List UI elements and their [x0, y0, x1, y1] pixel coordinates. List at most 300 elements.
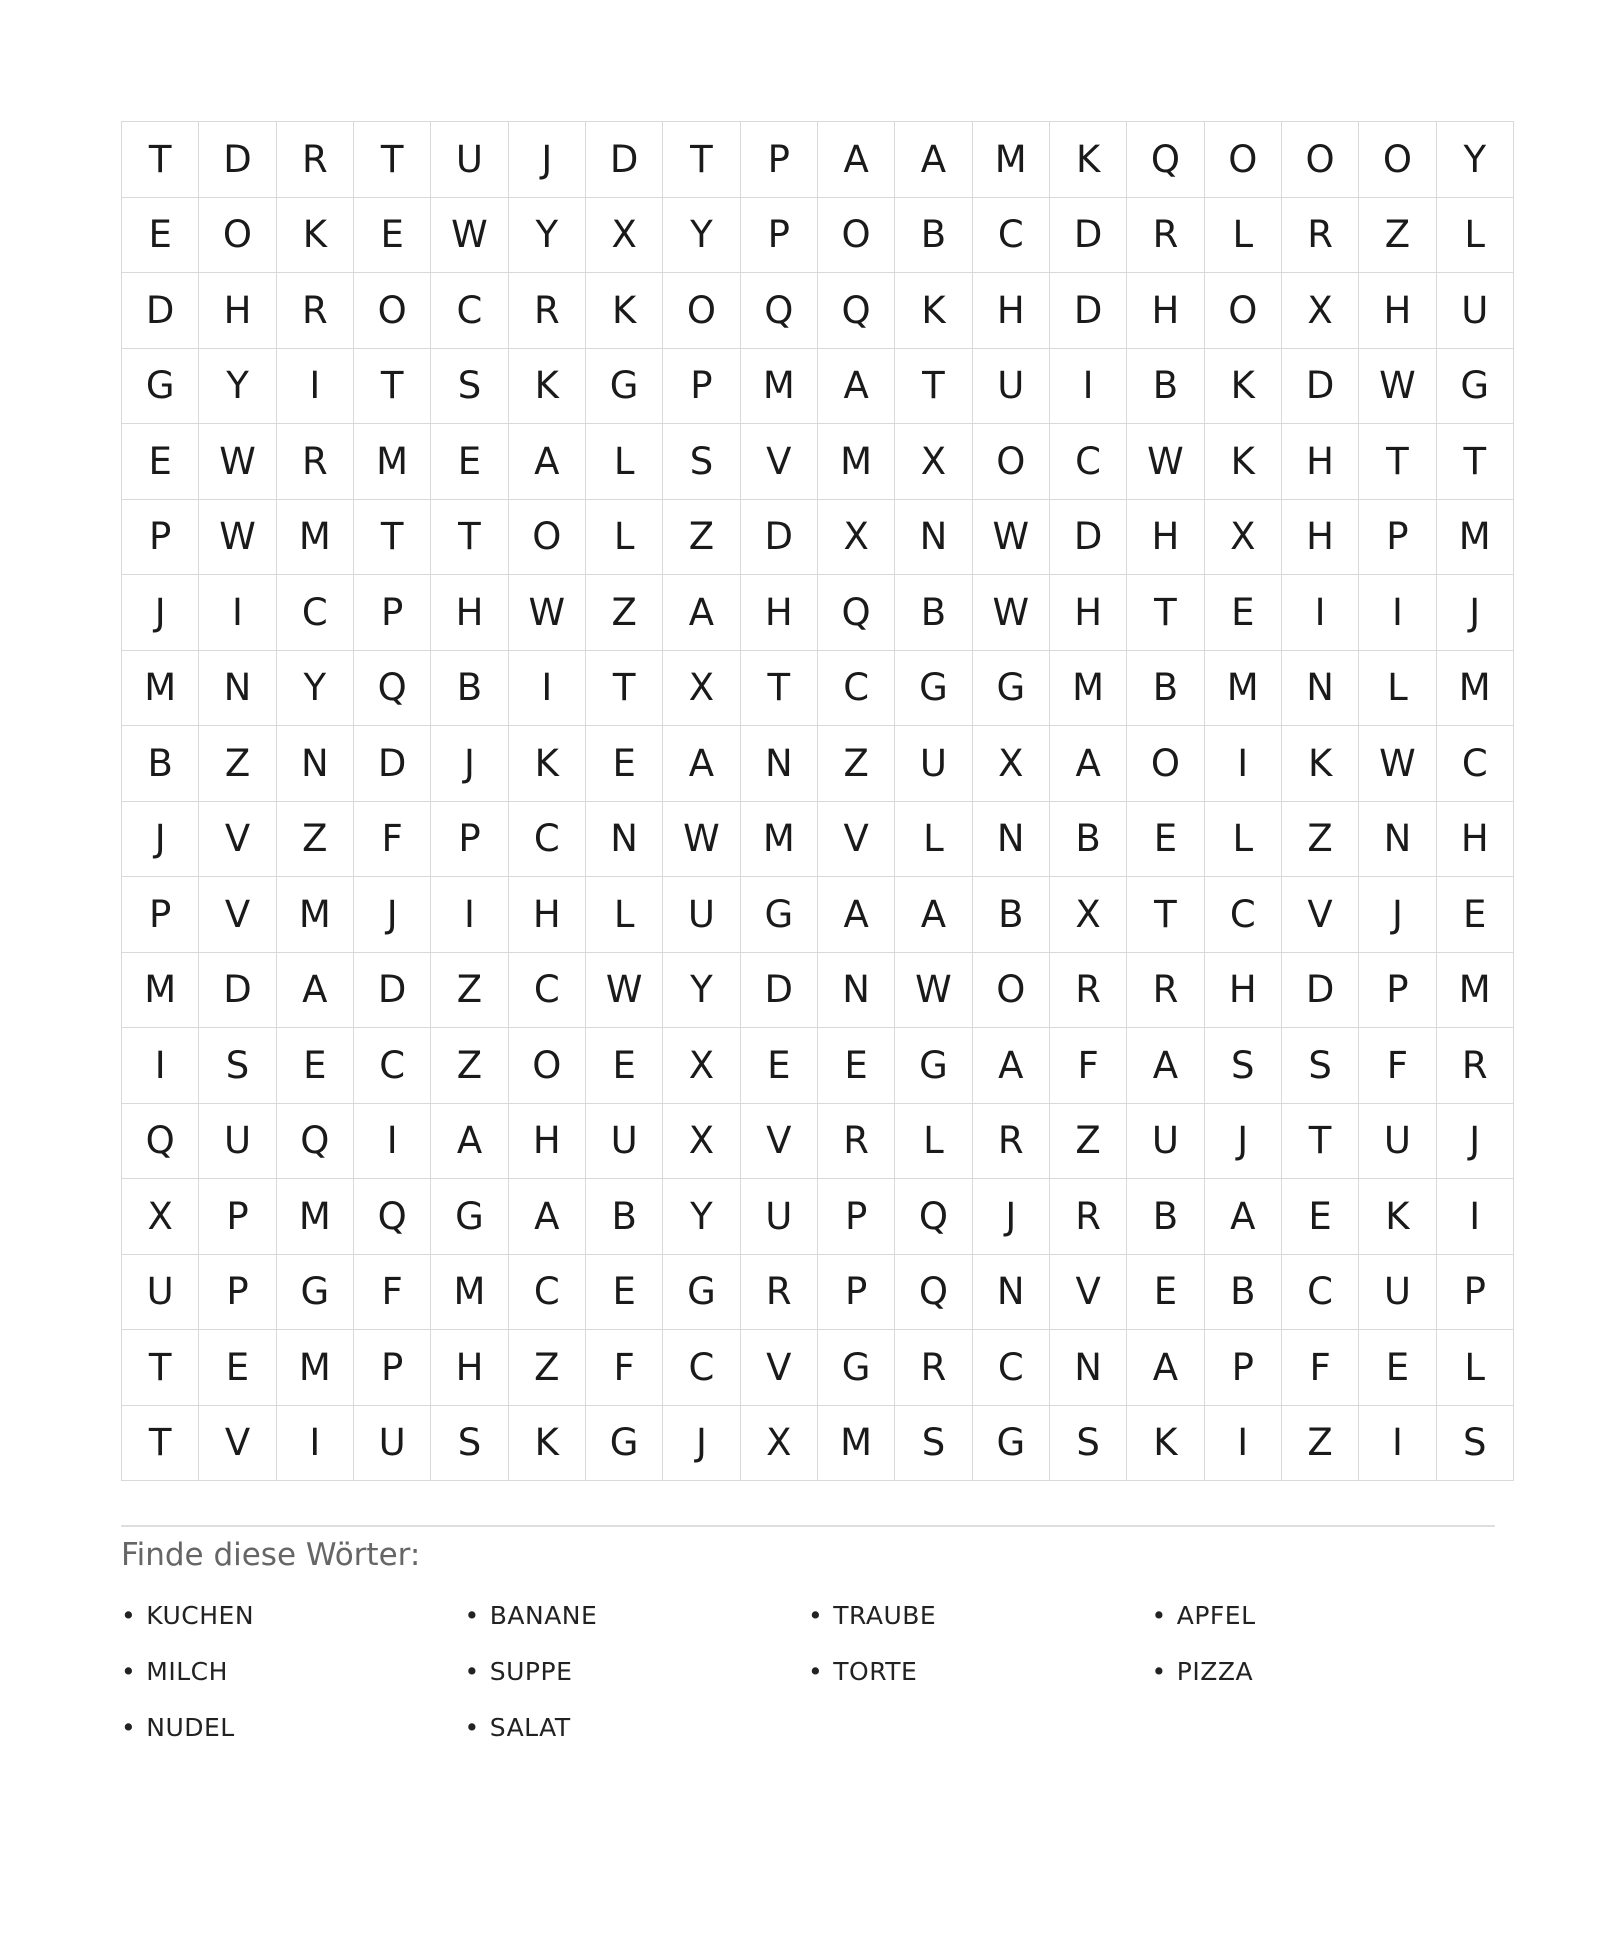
grid-cell[interactable]: Y: [1436, 122, 1513, 198]
grid-cell[interactable]: W: [972, 575, 1049, 651]
grid-cell[interactable]: E: [431, 424, 508, 500]
grid-cell[interactable]: B: [1127, 1179, 1204, 1255]
grid-cell[interactable]: H: [1127, 499, 1204, 575]
grid-cell[interactable]: N: [895, 499, 972, 575]
grid-cell[interactable]: X: [1281, 273, 1358, 349]
grid-cell[interactable]: U: [431, 122, 508, 198]
grid-cell[interactable]: R: [276, 273, 353, 349]
grid-cell[interactable]: Z: [663, 499, 740, 575]
grid-cell[interactable]: C: [663, 1330, 740, 1406]
grid-cell[interactable]: K: [508, 726, 585, 802]
grid-cell[interactable]: E: [122, 424, 199, 500]
grid-cell[interactable]: V: [1049, 1254, 1126, 1330]
grid-cell[interactable]: D: [1281, 952, 1358, 1028]
grid-cell[interactable]: N: [585, 801, 662, 877]
grid-cell[interactable]: U: [1359, 1103, 1436, 1179]
grid-cell[interactable]: Z: [199, 726, 276, 802]
grid-cell[interactable]: C: [508, 952, 585, 1028]
grid-cell[interactable]: Q: [1127, 122, 1204, 198]
grid-cell[interactable]: T: [353, 348, 430, 424]
grid-cell[interactable]: K: [1281, 726, 1358, 802]
grid-cell[interactable]: X: [122, 1179, 199, 1255]
grid-cell[interactable]: N: [1359, 801, 1436, 877]
grid-cell[interactable]: L: [1204, 801, 1281, 877]
grid-cell[interactable]: C: [508, 1254, 585, 1330]
grid-cell[interactable]: Q: [740, 273, 817, 349]
grid-cell[interactable]: P: [740, 197, 817, 273]
grid-cell[interactable]: D: [585, 122, 662, 198]
grid-cell[interactable]: V: [740, 1330, 817, 1406]
grid-cell[interactable]: H: [431, 1330, 508, 1406]
grid-cell[interactable]: J: [1204, 1103, 1281, 1179]
grid-cell[interactable]: Y: [276, 650, 353, 726]
grid-cell[interactable]: P: [1436, 1254, 1513, 1330]
grid-cell[interactable]: L: [1436, 197, 1513, 273]
grid-cell[interactable]: J: [508, 122, 585, 198]
grid-cell[interactable]: N: [1281, 650, 1358, 726]
grid-cell[interactable]: P: [199, 1254, 276, 1330]
grid-cell[interactable]: B: [1204, 1254, 1281, 1330]
grid-cell[interactable]: W: [508, 575, 585, 651]
grid-cell[interactable]: E: [585, 1028, 662, 1104]
grid-cell[interactable]: T: [1436, 424, 1513, 500]
grid-cell[interactable]: T: [122, 1405, 199, 1481]
grid-cell[interactable]: N: [1049, 1330, 1126, 1406]
grid-cell[interactable]: N: [972, 801, 1049, 877]
grid-cell[interactable]: B: [122, 726, 199, 802]
grid-cell[interactable]: A: [895, 122, 972, 198]
grid-cell[interactable]: U: [663, 877, 740, 953]
grid-cell[interactable]: R: [276, 424, 353, 500]
grid-cell[interactable]: D: [353, 726, 430, 802]
grid-cell[interactable]: U: [585, 1103, 662, 1179]
grid-cell[interactable]: M: [276, 499, 353, 575]
grid-cell[interactable]: E: [585, 1254, 662, 1330]
grid-cell[interactable]: O: [817, 197, 894, 273]
grid-cell[interactable]: C: [353, 1028, 430, 1104]
grid-cell[interactable]: B: [972, 877, 1049, 953]
grid-cell[interactable]: R: [1049, 1179, 1126, 1255]
grid-cell[interactable]: G: [972, 1405, 1049, 1481]
grid-cell[interactable]: S: [1049, 1405, 1126, 1481]
grid-cell[interactable]: U: [1127, 1103, 1204, 1179]
grid-cell[interactable]: W: [1127, 424, 1204, 500]
grid-cell[interactable]: R: [1127, 197, 1204, 273]
grid-cell[interactable]: Z: [276, 801, 353, 877]
grid-cell[interactable]: B: [895, 197, 972, 273]
grid-cell[interactable]: M: [817, 1405, 894, 1481]
grid-cell[interactable]: N: [276, 726, 353, 802]
grid-cell[interactable]: T: [585, 650, 662, 726]
grid-cell[interactable]: Z: [1281, 801, 1358, 877]
grid-cell[interactable]: Q: [353, 650, 430, 726]
grid-cell[interactable]: T: [122, 122, 199, 198]
grid-cell[interactable]: S: [663, 424, 740, 500]
grid-cell[interactable]: A: [508, 1179, 585, 1255]
grid-cell[interactable]: E: [199, 1330, 276, 1406]
grid-cell[interactable]: R: [895, 1330, 972, 1406]
grid-cell[interactable]: T: [1127, 575, 1204, 651]
grid-cell[interactable]: J: [663, 1405, 740, 1481]
grid-cell[interactable]: E: [1127, 1254, 1204, 1330]
grid-cell[interactable]: E: [1204, 575, 1281, 651]
grid-cell[interactable]: U: [740, 1179, 817, 1255]
grid-cell[interactable]: W: [585, 952, 662, 1028]
grid-cell[interactable]: A: [817, 877, 894, 953]
grid-cell[interactable]: W: [1359, 726, 1436, 802]
grid-cell[interactable]: S: [1204, 1028, 1281, 1104]
grid-cell[interactable]: T: [895, 348, 972, 424]
grid-cell[interactable]: L: [585, 877, 662, 953]
grid-cell[interactable]: R: [740, 1254, 817, 1330]
grid-cell[interactable]: X: [585, 197, 662, 273]
grid-cell[interactable]: O: [1204, 273, 1281, 349]
grid-cell[interactable]: T: [1281, 1103, 1358, 1179]
grid-cell[interactable]: P: [1204, 1330, 1281, 1406]
grid-cell[interactable]: U: [353, 1405, 430, 1481]
grid-cell[interactable]: X: [740, 1405, 817, 1481]
grid-cell[interactable]: G: [585, 348, 662, 424]
grid-cell[interactable]: T: [1359, 424, 1436, 500]
grid-cell[interactable]: C: [817, 650, 894, 726]
grid-cell[interactable]: N: [817, 952, 894, 1028]
grid-cell[interactable]: K: [1127, 1405, 1204, 1481]
grid-cell[interactable]: M: [276, 1179, 353, 1255]
grid-cell[interactable]: B: [895, 575, 972, 651]
grid-cell[interactable]: J: [1359, 877, 1436, 953]
grid-cell[interactable]: G: [740, 877, 817, 953]
grid-cell[interactable]: A: [895, 877, 972, 953]
grid-cell[interactable]: V: [1281, 877, 1358, 953]
grid-cell[interactable]: B: [431, 650, 508, 726]
grid-cell[interactable]: D: [740, 952, 817, 1028]
grid-cell[interactable]: J: [431, 726, 508, 802]
grid-cell[interactable]: S: [431, 1405, 508, 1481]
grid-cell[interactable]: P: [353, 575, 430, 651]
grid-cell[interactable]: Y: [199, 348, 276, 424]
grid-cell[interactable]: K: [895, 273, 972, 349]
grid-cell[interactable]: Q: [817, 575, 894, 651]
grid-cell[interactable]: W: [199, 499, 276, 575]
grid-cell[interactable]: N: [972, 1254, 1049, 1330]
grid-cell[interactable]: O: [1127, 726, 1204, 802]
grid-cell[interactable]: T: [663, 122, 740, 198]
grid-cell[interactable]: A: [1204, 1179, 1281, 1255]
grid-cell[interactable]: A: [663, 575, 740, 651]
grid-cell[interactable]: G: [1436, 348, 1513, 424]
grid-cell[interactable]: Q: [122, 1103, 199, 1179]
grid-cell[interactable]: K: [1049, 122, 1126, 198]
grid-cell[interactable]: D: [353, 952, 430, 1028]
grid-cell[interactable]: A: [1127, 1028, 1204, 1104]
grid-cell[interactable]: I: [1204, 726, 1281, 802]
grid-cell[interactable]: F: [1049, 1028, 1126, 1104]
grid-cell[interactable]: H: [1281, 499, 1358, 575]
grid-cell[interactable]: M: [431, 1254, 508, 1330]
grid-cell[interactable]: E: [1359, 1330, 1436, 1406]
grid-cell[interactable]: E: [122, 197, 199, 273]
grid-cell[interactable]: C: [276, 575, 353, 651]
grid-cell[interactable]: E: [817, 1028, 894, 1104]
grid-cell[interactable]: I: [122, 1028, 199, 1104]
grid-cell[interactable]: H: [1436, 801, 1513, 877]
grid-cell[interactable]: Z: [1049, 1103, 1126, 1179]
grid-cell[interactable]: C: [1049, 424, 1126, 500]
grid-cell[interactable]: T: [122, 1330, 199, 1406]
grid-cell[interactable]: H: [1281, 424, 1358, 500]
grid-cell[interactable]: A: [508, 424, 585, 500]
grid-cell[interactable]: X: [663, 650, 740, 726]
grid-cell[interactable]: R: [817, 1103, 894, 1179]
grid-cell[interactable]: T: [740, 650, 817, 726]
grid-cell[interactable]: A: [1049, 726, 1126, 802]
grid-cell[interactable]: P: [199, 1179, 276, 1255]
grid-cell[interactable]: O: [508, 499, 585, 575]
grid-cell[interactable]: A: [1127, 1330, 1204, 1406]
grid-cell[interactable]: O: [1204, 122, 1281, 198]
grid-cell[interactable]: P: [817, 1179, 894, 1255]
grid-cell[interactable]: O: [972, 952, 1049, 1028]
grid-cell[interactable]: S: [895, 1405, 972, 1481]
grid-cell[interactable]: F: [1359, 1028, 1436, 1104]
grid-cell[interactable]: O: [508, 1028, 585, 1104]
grid-cell[interactable]: H: [972, 273, 1049, 349]
grid-cell[interactable]: I: [1359, 575, 1436, 651]
grid-cell[interactable]: Q: [276, 1103, 353, 1179]
grid-cell[interactable]: V: [740, 1103, 817, 1179]
grid-cell[interactable]: O: [353, 273, 430, 349]
grid-cell[interactable]: I: [1204, 1405, 1281, 1481]
grid-cell[interactable]: Q: [895, 1254, 972, 1330]
grid-cell[interactable]: O: [1359, 122, 1436, 198]
grid-cell[interactable]: D: [740, 499, 817, 575]
grid-cell[interactable]: M: [1436, 952, 1513, 1028]
grid-cell[interactable]: A: [276, 952, 353, 1028]
grid-cell[interactable]: H: [1127, 273, 1204, 349]
grid-cell[interactable]: K: [276, 197, 353, 273]
grid-cell[interactable]: E: [585, 726, 662, 802]
grid-cell[interactable]: A: [817, 348, 894, 424]
grid-cell[interactable]: L: [585, 499, 662, 575]
grid-cell[interactable]: Z: [1359, 197, 1436, 273]
grid-cell[interactable]: P: [122, 877, 199, 953]
grid-cell[interactable]: I: [1436, 1179, 1513, 1255]
grid-cell[interactable]: B: [1127, 348, 1204, 424]
grid-cell[interactable]: I: [1049, 348, 1126, 424]
grid-cell[interactable]: Z: [817, 726, 894, 802]
grid-cell[interactable]: X: [972, 726, 1049, 802]
grid-cell[interactable]: H: [740, 575, 817, 651]
grid-cell[interactable]: I: [276, 348, 353, 424]
grid-cell[interactable]: A: [817, 122, 894, 198]
grid-cell[interactable]: E: [353, 197, 430, 273]
grid-cell[interactable]: I: [508, 650, 585, 726]
grid-cell[interactable]: R: [1049, 952, 1126, 1028]
grid-cell[interactable]: W: [431, 197, 508, 273]
grid-cell[interactable]: P: [431, 801, 508, 877]
grid-cell[interactable]: Z: [1281, 1405, 1358, 1481]
grid-cell[interactable]: G: [895, 650, 972, 726]
grid-cell[interactable]: C: [431, 273, 508, 349]
grid-cell[interactable]: M: [276, 1330, 353, 1406]
grid-cell[interactable]: G: [972, 650, 1049, 726]
grid-cell[interactable]: U: [1436, 273, 1513, 349]
grid-cell[interactable]: H: [1359, 273, 1436, 349]
grid-cell[interactable]: K: [1204, 348, 1281, 424]
grid-cell[interactable]: S: [1436, 1405, 1513, 1481]
grid-cell[interactable]: O: [1281, 122, 1358, 198]
grid-cell[interactable]: J: [122, 575, 199, 651]
grid-cell[interactable]: Z: [585, 575, 662, 651]
grid-cell[interactable]: F: [353, 801, 430, 877]
grid-cell[interactable]: U: [1359, 1254, 1436, 1330]
grid-cell[interactable]: V: [740, 424, 817, 500]
grid-cell[interactable]: H: [1049, 575, 1126, 651]
grid-cell[interactable]: M: [1436, 499, 1513, 575]
grid-cell[interactable]: M: [122, 650, 199, 726]
grid-cell[interactable]: O: [663, 273, 740, 349]
grid-cell[interactable]: Z: [431, 952, 508, 1028]
grid-cell[interactable]: H: [431, 575, 508, 651]
grid-cell[interactable]: X: [1049, 877, 1126, 953]
grid-cell[interactable]: B: [1049, 801, 1126, 877]
grid-cell[interactable]: O: [199, 197, 276, 273]
grid-cell[interactable]: P: [817, 1254, 894, 1330]
grid-cell[interactable]: S: [199, 1028, 276, 1104]
grid-cell[interactable]: I: [276, 1405, 353, 1481]
grid-cell[interactable]: J: [122, 801, 199, 877]
grid-cell[interactable]: I: [1359, 1405, 1436, 1481]
grid-cell[interactable]: H: [199, 273, 276, 349]
grid-cell[interactable]: K: [508, 1405, 585, 1481]
grid-cell[interactable]: D: [122, 273, 199, 349]
grid-cell[interactable]: T: [353, 499, 430, 575]
grid-cell[interactable]: L: [1359, 650, 1436, 726]
grid-cell[interactable]: F: [1281, 1330, 1358, 1406]
grid-cell[interactable]: P: [122, 499, 199, 575]
grid-cell[interactable]: E: [1436, 877, 1513, 953]
grid-cell[interactable]: C: [1281, 1254, 1358, 1330]
grid-cell[interactable]: D: [199, 122, 276, 198]
grid-cell[interactable]: K: [1359, 1179, 1436, 1255]
grid-cell[interactable]: L: [895, 801, 972, 877]
grid-cell[interactable]: M: [1436, 650, 1513, 726]
grid-cell[interactable]: K: [1204, 424, 1281, 500]
grid-cell[interactable]: P: [1359, 952, 1436, 1028]
grid-cell[interactable]: S: [1281, 1028, 1358, 1104]
grid-cell[interactable]: N: [199, 650, 276, 726]
grid-cell[interactable]: L: [585, 424, 662, 500]
grid-cell[interactable]: J: [1436, 1103, 1513, 1179]
grid-cell[interactable]: X: [1204, 499, 1281, 575]
grid-cell[interactable]: C: [1204, 877, 1281, 953]
grid-cell[interactable]: V: [199, 801, 276, 877]
grid-cell[interactable]: L: [1204, 197, 1281, 273]
grid-cell[interactable]: Q: [895, 1179, 972, 1255]
grid-cell[interactable]: M: [740, 348, 817, 424]
grid-cell[interactable]: S: [431, 348, 508, 424]
grid-cell[interactable]: Y: [663, 197, 740, 273]
grid-cell[interactable]: K: [585, 273, 662, 349]
grid-cell[interactable]: R: [972, 1103, 1049, 1179]
grid-cell[interactable]: Q: [353, 1179, 430, 1255]
grid-cell[interactable]: Y: [508, 197, 585, 273]
grid-cell[interactable]: D: [1049, 499, 1126, 575]
grid-cell[interactable]: M: [740, 801, 817, 877]
grid-cell[interactable]: Y: [663, 952, 740, 1028]
grid-cell[interactable]: E: [276, 1028, 353, 1104]
grid-cell[interactable]: N: [740, 726, 817, 802]
grid-cell[interactable]: A: [972, 1028, 1049, 1104]
grid-cell[interactable]: L: [895, 1103, 972, 1179]
grid-cell[interactable]: Q: [817, 273, 894, 349]
grid-cell[interactable]: P: [1359, 499, 1436, 575]
grid-cell[interactable]: A: [663, 726, 740, 802]
grid-cell[interactable]: J: [353, 877, 430, 953]
grid-cell[interactable]: P: [353, 1330, 430, 1406]
grid-cell[interactable]: X: [663, 1028, 740, 1104]
grid-cell[interactable]: E: [740, 1028, 817, 1104]
grid-cell[interactable]: M: [1204, 650, 1281, 726]
grid-cell[interactable]: T: [1127, 877, 1204, 953]
grid-cell[interactable]: R: [508, 273, 585, 349]
grid-cell[interactable]: V: [199, 1405, 276, 1481]
grid-cell[interactable]: F: [585, 1330, 662, 1406]
grid-cell[interactable]: J: [1436, 575, 1513, 651]
grid-cell[interactable]: X: [663, 1103, 740, 1179]
grid-cell[interactable]: V: [817, 801, 894, 877]
grid-cell[interactable]: W: [1359, 348, 1436, 424]
grid-cell[interactable]: C: [1436, 726, 1513, 802]
grid-cell[interactable]: I: [431, 877, 508, 953]
grid-cell[interactable]: M: [122, 952, 199, 1028]
grid-cell[interactable]: A: [431, 1103, 508, 1179]
grid-cell[interactable]: G: [817, 1330, 894, 1406]
grid-cell[interactable]: V: [199, 877, 276, 953]
grid-cell[interactable]: X: [895, 424, 972, 500]
grid-cell[interactable]: T: [353, 122, 430, 198]
grid-cell[interactable]: J: [972, 1179, 1049, 1255]
grid-cell[interactable]: R: [1127, 952, 1204, 1028]
grid-cell[interactable]: U: [199, 1103, 276, 1179]
grid-cell[interactable]: I: [199, 575, 276, 651]
grid-cell[interactable]: W: [199, 424, 276, 500]
grid-cell[interactable]: M: [1049, 650, 1126, 726]
grid-cell[interactable]: D: [1281, 348, 1358, 424]
grid-cell[interactable]: P: [740, 122, 817, 198]
grid-cell[interactable]: K: [508, 348, 585, 424]
grid-cell[interactable]: G: [276, 1254, 353, 1330]
grid-cell[interactable]: R: [1436, 1028, 1513, 1104]
grid-cell[interactable]: Z: [508, 1330, 585, 1406]
grid-cell[interactable]: D: [1049, 197, 1126, 273]
grid-cell[interactable]: U: [122, 1254, 199, 1330]
grid-cell[interactable]: M: [353, 424, 430, 500]
grid-cell[interactable]: G: [663, 1254, 740, 1330]
grid-cell[interactable]: U: [972, 348, 1049, 424]
grid-cell[interactable]: C: [972, 197, 1049, 273]
grid-cell[interactable]: M: [817, 424, 894, 500]
grid-cell[interactable]: Y: [663, 1179, 740, 1255]
grid-cell[interactable]: E: [1281, 1179, 1358, 1255]
grid-cell[interactable]: G: [895, 1028, 972, 1104]
grid-cell[interactable]: D: [199, 952, 276, 1028]
grid-cell[interactable]: W: [895, 952, 972, 1028]
grid-cell[interactable]: H: [508, 1103, 585, 1179]
grid-cell[interactable]: T: [431, 499, 508, 575]
grid-cell[interactable]: W: [972, 499, 1049, 575]
grid-cell[interactable]: D: [1049, 273, 1126, 349]
